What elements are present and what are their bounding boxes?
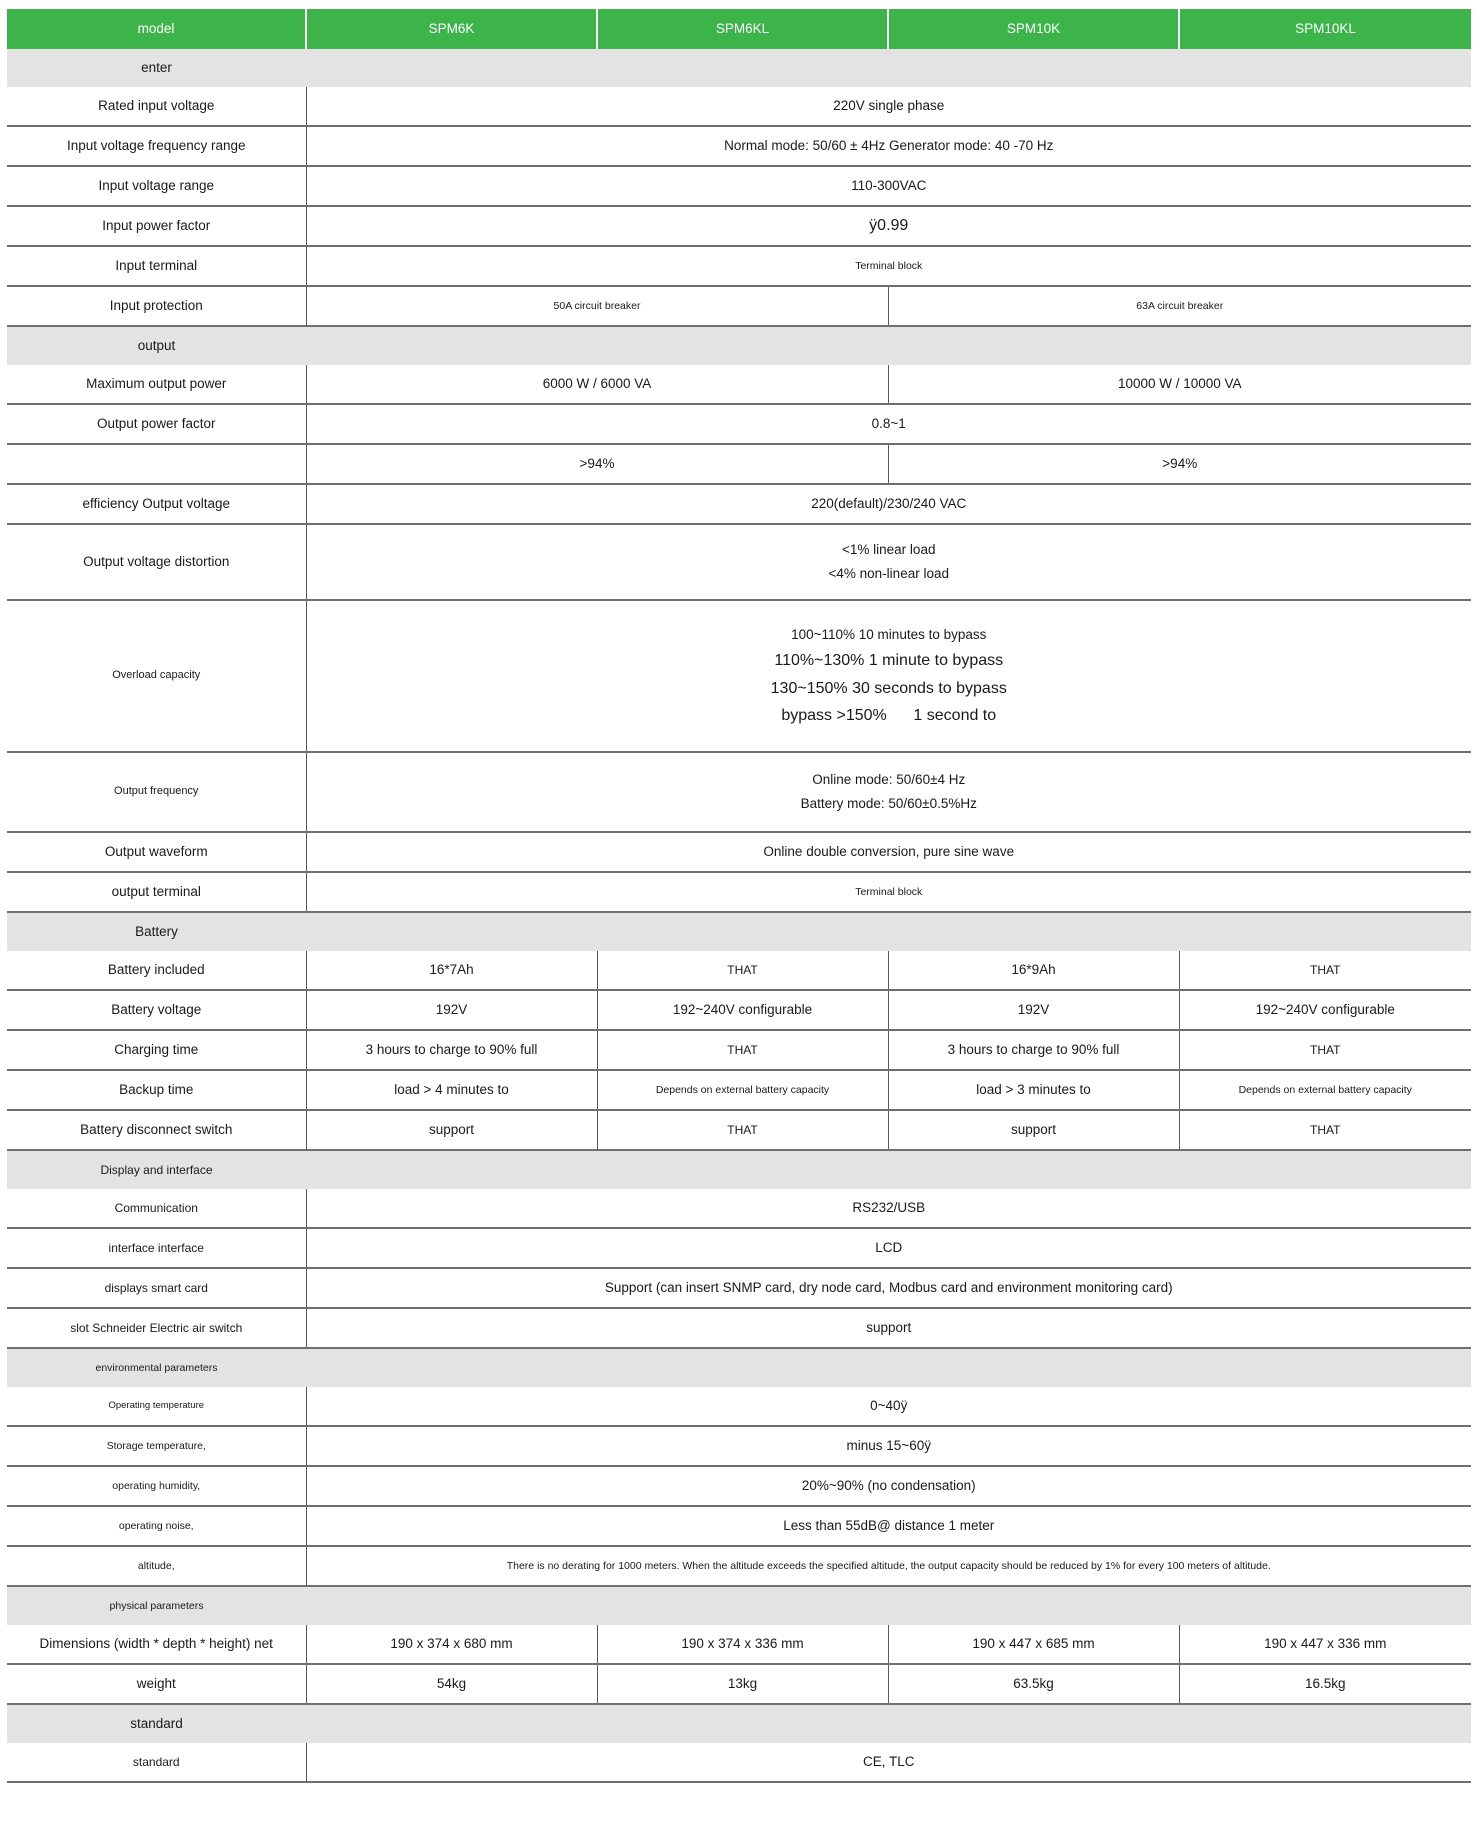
row-label: Dimensions (width * depth * height) net (7, 1625, 306, 1664)
row-value: CE, TLC (306, 1743, 1471, 1782)
row-label: Output waveform (7, 832, 306, 872)
table-row (7, 524, 1471, 600)
row-label: Backup time (7, 1070, 306, 1110)
row-label: operating humidity, (7, 1466, 306, 1506)
section-row (7, 49, 1471, 87)
row-value (306, 524, 1471, 600)
row-label: Communication (7, 1189, 306, 1228)
row-value: 220(default)/230/240 VAC (306, 484, 1471, 524)
table-row (7, 87, 1471, 126)
table-row (7, 484, 1471, 524)
row-label: Output power factor (7, 404, 306, 444)
model-name: SPM6K (306, 9, 597, 49)
row-value: 190 x 447 x 336 mm (1179, 1625, 1471, 1664)
row-label: Battery disconnect switch (7, 1110, 306, 1150)
row-label: Operating temperature (7, 1387, 306, 1426)
row-label: Maximum output power (7, 365, 306, 404)
table-row (7, 832, 1471, 872)
row-value: LCD (306, 1228, 1471, 1268)
table-row (7, 1228, 1471, 1268)
row-value: THAT (1179, 1030, 1471, 1070)
table-row (7, 1743, 1471, 1782)
value-line: Online mode: 50/60±4 Hz (812, 771, 966, 787)
row-value: Terminal block (306, 246, 1471, 286)
row-value: RS232/USB (306, 1189, 1471, 1228)
row-label: standard (7, 1743, 306, 1782)
row-value (306, 752, 1471, 832)
row-value: 192~240V configurable (1179, 990, 1471, 1030)
row-label: altitude, (7, 1546, 306, 1586)
value-line: Battery mode: 50/60±0.5%Hz (800, 796, 977, 811)
header-row (7, 9, 1471, 49)
row-label: Output voltage distortion (7, 524, 306, 600)
row-value: 192V (888, 990, 1179, 1030)
row-label: Battery included (7, 951, 306, 990)
row-value: There is no derating for 1000 meters. When the altitude exceeds the specified altitude, the output capacity should be reduced by 1% for every 100 meters of altitude. (306, 1546, 1471, 1586)
section-row (7, 1348, 1471, 1387)
row-value: 54kg (306, 1664, 597, 1704)
row-value: Terminal block (306, 872, 1471, 912)
table-row (7, 1030, 1471, 1070)
table-row (7, 752, 1471, 832)
row-value: >94% (306, 444, 888, 484)
section-row (7, 326, 1471, 365)
row-value: THAT (597, 1110, 888, 1150)
row-label: Storage temperature, (7, 1426, 306, 1466)
row-value: 110-300VAC (306, 166, 1471, 206)
row-value: support (306, 1110, 597, 1150)
table-row (7, 1625, 1471, 1664)
row-value: 63A circuit breaker (888, 286, 1471, 326)
table-row (7, 951, 1471, 990)
table-row (7, 444, 1471, 484)
table-row (7, 990, 1471, 1030)
section-title: standard (7, 1704, 306, 1743)
row-value: THAT (1179, 951, 1471, 990)
row-label: output terminal (7, 872, 306, 912)
row-label: Charging time (7, 1030, 306, 1070)
value-line: 100~110% 10 minutes to bypass (791, 627, 987, 643)
row-label: interface interface (7, 1228, 306, 1268)
table-row (7, 286, 1471, 326)
row-value: 192V (306, 990, 597, 1030)
row-value: 6000 W / 6000 VA (306, 365, 888, 404)
table-row (7, 1546, 1471, 1586)
row-value: 13kg (597, 1664, 888, 1704)
row-value: 10000 W / 10000 VA (888, 365, 1471, 404)
row-value: 16*7Ah (306, 951, 597, 990)
row-value: 20%~90% (no condensation) (306, 1466, 1471, 1506)
table-row (7, 1426, 1471, 1466)
section-title: Display and interface (7, 1150, 306, 1189)
row-label: Input voltage range (7, 166, 306, 206)
table-row (7, 1387, 1471, 1426)
row-value: 190 x 447 x 685 mm (888, 1625, 1179, 1664)
row-value: 16.5kg (1179, 1664, 1471, 1704)
row-label: Input protection (7, 286, 306, 326)
section-title: environmental parameters (7, 1348, 306, 1387)
row-value: THAT (597, 951, 888, 990)
row-value: Support (can insert SNMP card, dry node card, Modbus card and environment monitoring card) (306, 1268, 1471, 1308)
table-row (7, 246, 1471, 286)
row-label: Input voltage frequency range (7, 126, 306, 166)
row-label: Overload capacity (7, 600, 306, 752)
value-line: bypass >150% 1 second to (781, 706, 997, 724)
row-value (306, 600, 1471, 752)
table-row (7, 126, 1471, 166)
section-row (7, 1586, 1471, 1625)
table-row (7, 1070, 1471, 1110)
row-value: THAT (1179, 1110, 1471, 1150)
row-value: 3 hours to charge to 90% full (888, 1030, 1179, 1070)
table-row (7, 365, 1471, 404)
row-value: 0.8~1 (306, 404, 1471, 444)
section-title: physical parameters (7, 1586, 306, 1625)
row-label: operating noise, (7, 1506, 306, 1546)
table-row (7, 1506, 1471, 1546)
row-value: ÿ0.99 (306, 206, 1471, 246)
row-label: Output frequency (7, 752, 306, 832)
value-line: <4% non-linear load (828, 566, 949, 581)
section-row (7, 912, 1471, 951)
table-row (7, 872, 1471, 912)
row-value: THAT (597, 1030, 888, 1070)
row-value: 190 x 374 x 336 mm (597, 1625, 888, 1664)
section-title: enter (7, 49, 306, 87)
model-name: SPM10K (888, 9, 1179, 49)
model-name: SPM6KL (597, 9, 888, 49)
row-value: 50A circuit breaker (306, 286, 888, 326)
row-value: support (306, 1308, 1471, 1348)
table-row (7, 166, 1471, 206)
model-name: SPM10KL (1179, 9, 1471, 49)
row-label: Input terminal (7, 246, 306, 286)
model-header: model (7, 9, 306, 49)
table-row (7, 206, 1471, 246)
spec-table (7, 9, 1471, 1783)
table-row (7, 1308, 1471, 1348)
row-value: 0~40ÿ (306, 1387, 1471, 1426)
row-value: load > 3 minutes to (888, 1070, 1179, 1110)
section-row (7, 1704, 1471, 1743)
row-value: 63.5kg (888, 1664, 1179, 1704)
row-label: displays smart card (7, 1268, 306, 1308)
section-title: Battery (7, 912, 306, 951)
row-label: weight (7, 1664, 306, 1704)
row-value: 16*9Ah (888, 951, 1179, 990)
table-row (7, 1189, 1471, 1228)
table-row (7, 404, 1471, 444)
row-value: Normal mode: 50/60 ± 4Hz Generator mode: 40 -70 Hz (306, 126, 1471, 166)
row-label (7, 444, 306, 484)
row-label: Input power factor (7, 206, 306, 246)
table-row (7, 1664, 1471, 1704)
value-line: <1% linear load (842, 541, 936, 557)
row-label: efficiency Output voltage (7, 484, 306, 524)
row-value: minus 15~60ÿ (306, 1426, 1471, 1466)
row-value: 192~240V configurable (597, 990, 888, 1030)
value-line: 130~150% 30 seconds to bypass (770, 679, 1007, 697)
row-value: load > 4 minutes to (306, 1070, 597, 1110)
row-label: slot Schneider Electric air switch (7, 1308, 306, 1348)
table-row (7, 1110, 1471, 1150)
row-value: 190 x 374 x 680 mm (306, 1625, 597, 1664)
section-title: output (7, 326, 306, 365)
row-value: Online double conversion, pure sine wave (306, 832, 1471, 872)
row-label: Battery voltage (7, 990, 306, 1030)
table-row (7, 1268, 1471, 1308)
row-value: Less than 55dB@ distance 1 meter (306, 1506, 1471, 1546)
table-row (7, 600, 1471, 752)
row-value: Depends on external battery capacity (597, 1070, 888, 1110)
row-value: support (888, 1110, 1179, 1150)
section-row (7, 1150, 1471, 1189)
row-label: Rated input voltage (7, 87, 306, 126)
table-row (7, 1466, 1471, 1506)
row-value: Depends on external battery capacity (1179, 1070, 1471, 1110)
row-value: 220V single phase (306, 87, 1471, 126)
value-line: 110%~130% 1 minute to bypass (774, 652, 1004, 670)
row-value: >94% (888, 444, 1471, 484)
row-value: 3 hours to charge to 90% full (306, 1030, 597, 1070)
